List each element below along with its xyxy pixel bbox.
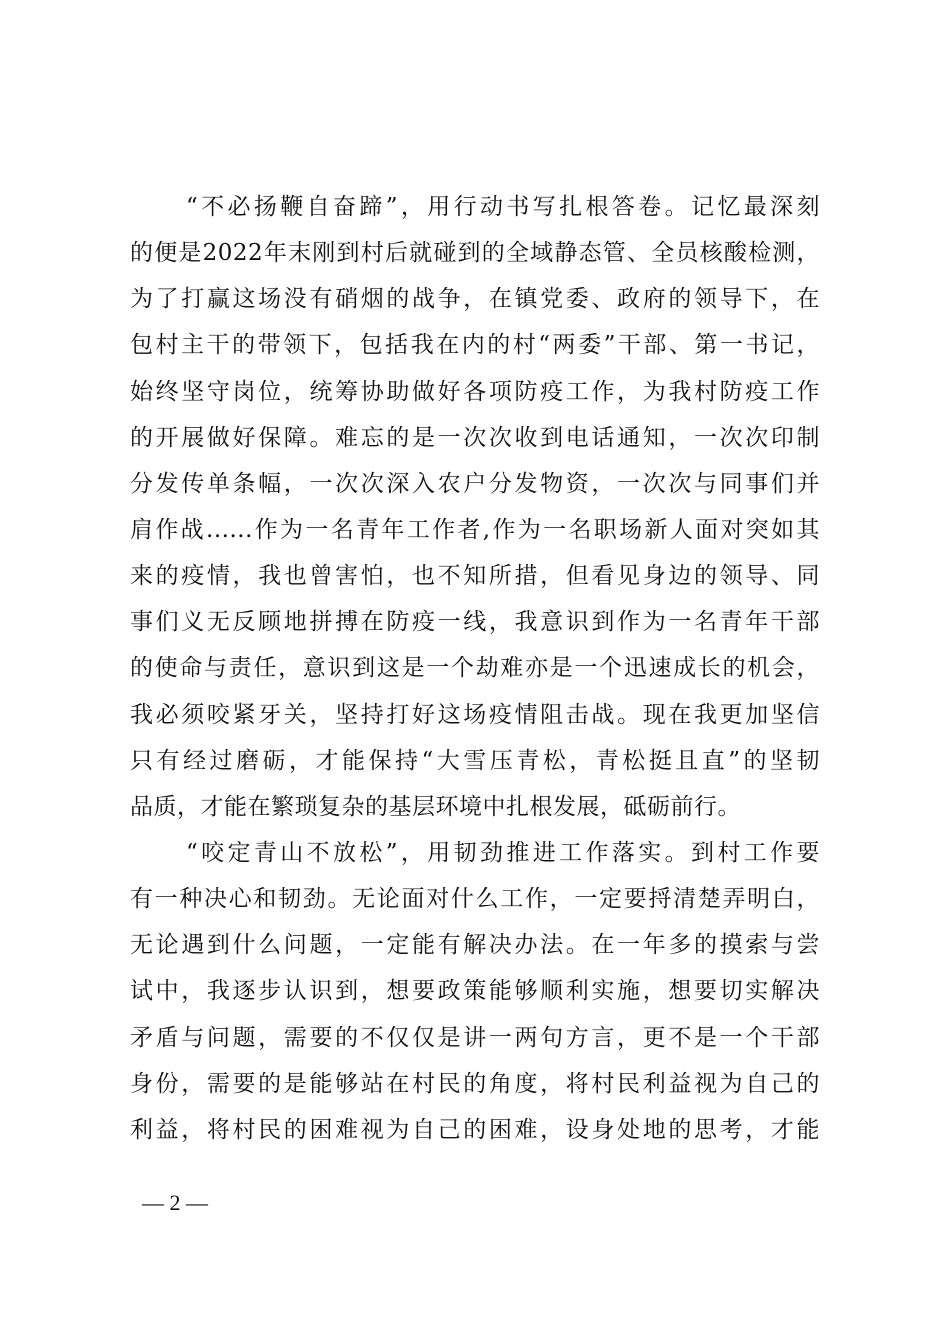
- text-line: 利益，将村民的困难视为自己的困难，设身处地的思考，才能: [130, 1116, 820, 1143]
- text-line: 分发传单条幅，一次次深入农户分发物资，一次次与同事们并: [130, 470, 820, 497]
- text-line: 包村主干的带领下，包括我在内的村“两委”干部、第一书记，: [130, 332, 820, 359]
- text-line: 来的疫情，我也曾害怕，也不知所措，但看见身边的领导、同: [130, 563, 820, 590]
- text-line: “不必扬鞭自奋蹄”，用行动书写扎根答卷。记忆最深刻: [186, 194, 820, 220]
- text-line: 只有经过磨砺，才能保持“大雪压青松，青松挺且直”的坚韧: [130, 747, 820, 774]
- text-line: 肩作战......作为一名青年工作者,作为一名职场新人面对突如其: [130, 516, 820, 543]
- text-line: 品质，才能在繁琐复杂的基层环境中扎根发展，砥砺前行。: [130, 793, 741, 820]
- text-line: 我必须咬紧牙关，坚持打好这场疫情阻击战。现在我更加坚信: [130, 701, 820, 728]
- paragraph-2: [130, 830, 820, 1153]
- text-line: 始终坚守岗位，统筹协助做好各项防疫工作，为我村防疫工作: [130, 378, 820, 405]
- text-line: 试中，我逐步认识到，想要政策能够顺利实施，想要切实解决: [130, 978, 820, 1005]
- text-line: “咬定青山不放松”，用韧劲推进工作落实。到村工作要: [186, 839, 820, 866]
- text-line: 身份，需要的是能够站在村民的角度，将村民利益视为自己的: [130, 1070, 820, 1097]
- text-line: 有一种决心和韧劲。无论面对什么工作，一定要捋清楚弄明白，: [130, 886, 820, 913]
- text-line: 的开展做好保障。难忘的是一次次收到电话通知，一次次印制: [130, 424, 820, 451]
- text-line: 事们义无反顾地拼搏在防疫一线，我意识到作为一名青年干部: [130, 609, 820, 636]
- body-text: [130, 184, 820, 1153]
- text-line: 的使命与责任，意识到这是一个劫难亦是一个迅速成长的机会，: [130, 655, 820, 682]
- page-number: — 2 —: [142, 1190, 208, 1215]
- text-line: 的便是2022年末刚到村后就碰到的全域静态管、全员核酸检测，: [130, 240, 820, 267]
- paragraph-1: [130, 184, 820, 830]
- text-line: 矛盾与问题，需要的不仅仅是讲一两句方言，更不是一个干部: [130, 1024, 820, 1051]
- text-line: 无论遇到什么问题，一定能有解决办法。在一年多的摸索与尝: [130, 932, 820, 959]
- text-line: 为了打赢这场没有硝烟的战争，在镇党委、政府的领导下，在: [130, 286, 820, 313]
